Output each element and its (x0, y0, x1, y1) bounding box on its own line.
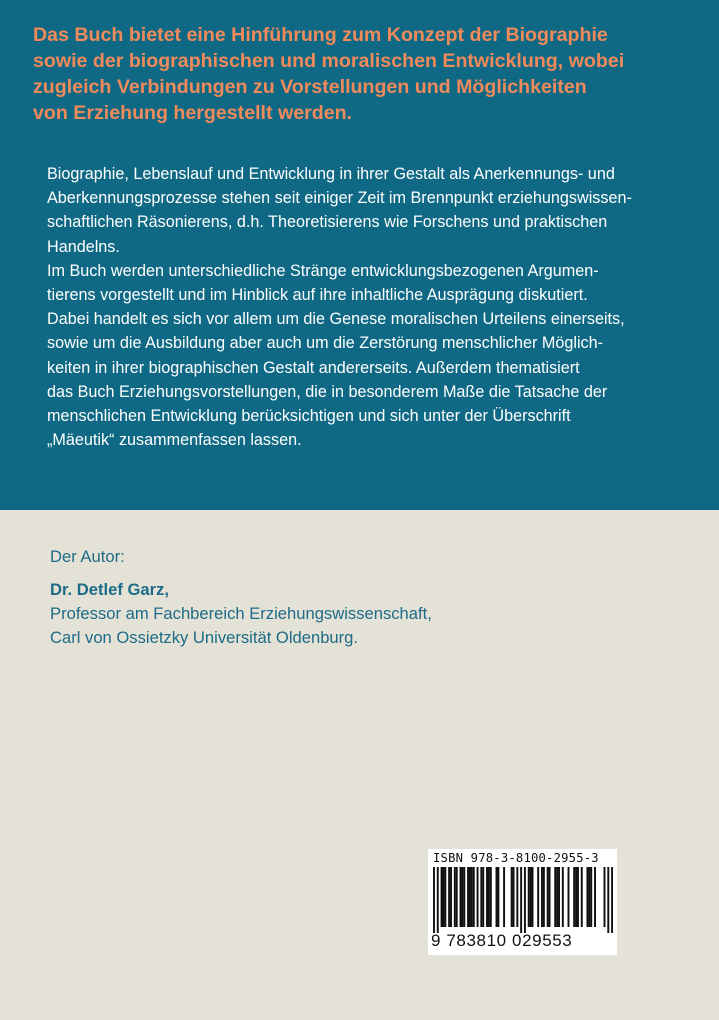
barcode-bar (497, 867, 499, 927)
barcode-bar (577, 867, 579, 927)
barcode-bar (441, 867, 443, 927)
barcode-bar (444, 867, 446, 927)
barcode-bar (547, 867, 549, 927)
barcode (428, 849, 617, 955)
barcode-bar (442, 867, 444, 927)
barcode-bar (513, 867, 515, 927)
barcode-bar (520, 867, 522, 933)
barcode-bar (554, 867, 556, 927)
barcode-bar (530, 867, 532, 927)
barcode-bar (575, 867, 577, 927)
barcode-bars (433, 867, 613, 933)
author-name: Dr. Detlef Garz, (50, 580, 169, 599)
barcode-bar (463, 867, 465, 927)
author-position: Professor am Fachbereich Erziehungswissenschaft, (50, 604, 432, 623)
barcode-bar (537, 867, 539, 927)
barcode-bar (543, 867, 545, 927)
description-line: keiten in ihrer biographischen Gestalt andererseits. Außerdem thematisiert (47, 358, 580, 377)
barcode-bar (524, 867, 526, 933)
description-line: Handelns. (47, 237, 120, 256)
author-label: Der Autor: (50, 547, 125, 566)
barcode-bar (490, 867, 492, 927)
barcode-bar (477, 867, 479, 927)
barcode-bar (586, 867, 588, 927)
headline-line: sowie der biographischen und moralischen Entwicklung, wobei (33, 50, 625, 72)
barcode-bar (558, 867, 560, 927)
description-line: Biographie, Lebenslauf und Entwicklung in ihrer Gestalt als Anerkennungs- und (47, 165, 615, 183)
description-line: Aberkennungsprozesse stehen seit einiger Zeit im Brennpunkt erziehungswissen- (47, 189, 632, 208)
barcode-bar (488, 867, 490, 927)
barcode-bar (607, 867, 609, 933)
barcode-bar (516, 867, 518, 927)
description-line: schaftlichen Räsonierens, d.h. Theoretisierens wie Forschens und praktischen (47, 213, 608, 232)
author-institution: Carl von Ossietzky Universität Oldenburg. (50, 628, 359, 647)
description-line: menschlichen Entwicklung berücksichtigen und sich unter der Überschrift (47, 407, 571, 426)
barcode-bar (594, 867, 596, 927)
barcode-bar (581, 867, 583, 927)
barcode-bar (532, 867, 534, 927)
barcode-bar (541, 867, 543, 927)
headline (33, 22, 693, 126)
barcode-digits: 9 783810 029553 (431, 931, 573, 950)
barcode-bar (471, 867, 473, 927)
barcode-bar (460, 867, 462, 927)
barcode-bar (433, 867, 435, 933)
barcode-bar (437, 867, 439, 933)
barcode-bar (611, 867, 613, 933)
barcode-bar (480, 867, 482, 927)
barcode-bar (454, 867, 456, 927)
barcode-bar (450, 867, 452, 927)
barcode-bar (482, 867, 484, 927)
barcode-bar (604, 867, 606, 927)
barcode-bar (473, 867, 475, 927)
barcode-bar (588, 867, 590, 927)
description-line: Dabei handelt es sich vor allem um die Genese moralischen Urteilens einerseits, (47, 310, 625, 329)
barcode-bar (486, 867, 488, 927)
barcode-bar (590, 867, 592, 927)
headline-line: Das Buch bietet eine Hinführung zum Konzept der Biographie (33, 24, 608, 46)
barcode-bar (469, 867, 471, 927)
author-section (50, 545, 670, 650)
barcode-bar (456, 867, 458, 927)
description-line: Im Buch werden unterschiedliche Stränge entwicklungsbezogenen Argumen- (47, 261, 599, 280)
description-line: „Mäeutik“ zusammenfassen lassen. (47, 431, 302, 450)
isbn-text: ISBN 978-3-8100-2955-3 (433, 851, 599, 865)
barcode-bar (496, 867, 498, 927)
barcode-bar (549, 867, 551, 927)
description-line: sowie um die Ausbildung aber auch um die Zerstörung menschlicher Möglich- (47, 334, 604, 353)
barcode-bar (467, 867, 469, 927)
headline-line: zugleich Verbindungen zu Vorstellungen und Möglichkeiten (33, 76, 587, 98)
barcode-bar (448, 867, 450, 927)
description-line: das Buch Erziehungsvorstellungen, die in besonderem Maße die Tatsache der (47, 382, 608, 401)
barcode-bar (556, 867, 558, 927)
description-line: tierens vorgestellt und im Hinblick auf ihre inhaltliche Ausprägung diskutiert. (47, 286, 588, 305)
headline-line: von Erziehung hergestellt werden. (33, 102, 353, 124)
description (47, 162, 697, 452)
barcode-bar (568, 867, 570, 927)
barcode-bar (528, 867, 530, 927)
barcode-bar (562, 867, 564, 927)
barcode-bar (461, 867, 463, 927)
barcode-bar (573, 867, 575, 927)
barcode-bar (511, 867, 513, 927)
barcode-bar (503, 867, 505, 927)
